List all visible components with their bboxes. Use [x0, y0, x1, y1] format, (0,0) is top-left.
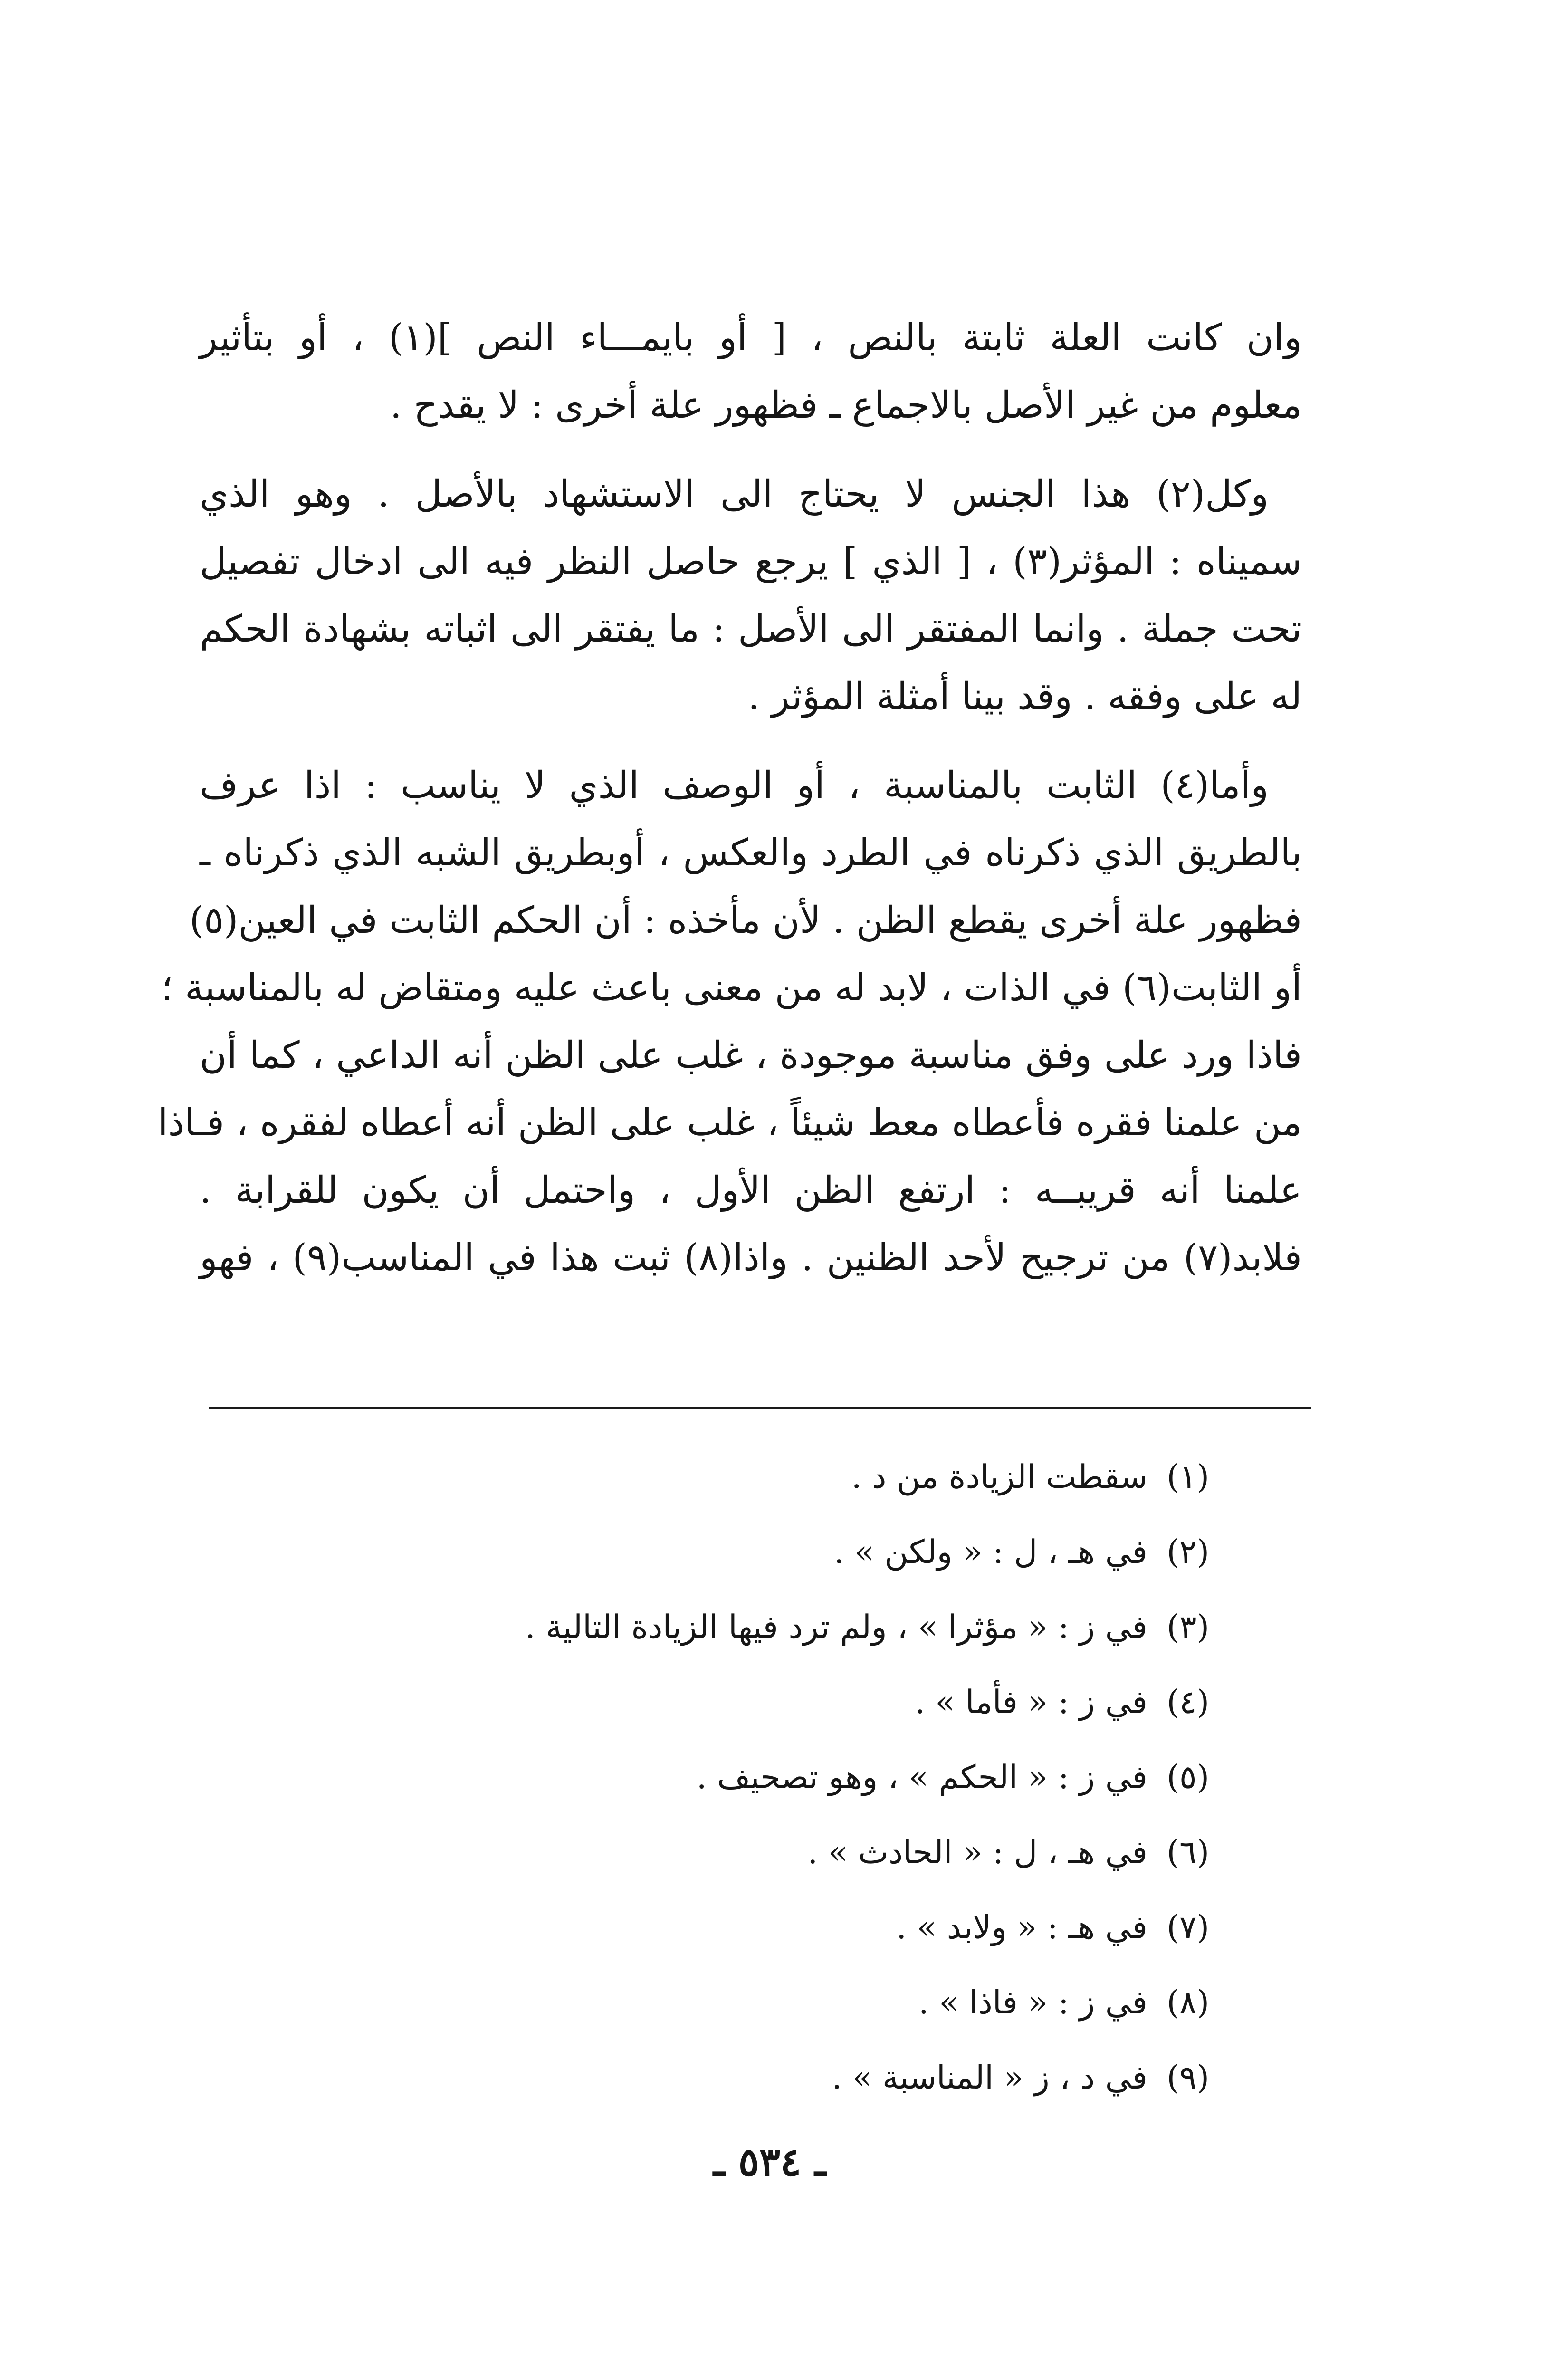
footnote-text: في هـ : « ولابد » .: [896, 1909, 1147, 1946]
footnote-text: في ز : « فأما » .: [915, 1684, 1147, 1721]
text-line: أو الثابت(٦) في الذات ، لابد له من معنى باعث عليه ومتقاض له بالمناسبة ؛: [161, 967, 1302, 1009]
footnote: [306, 1440, 1209, 1515]
paragraph: [200, 304, 1302, 439]
text-line: فاذا ورد على وفق مناسبة موجودة ، غلب على الظن أنه الداعي ، كما أن: [200, 1034, 1302, 1077]
footnote-number: (٣): [1166, 1609, 1209, 1646]
footnote: [306, 2041, 1209, 2116]
footnote-number: (٩): [1166, 2059, 1209, 2097]
footnotes: [306, 1440, 1209, 2116]
footnote-divider: [209, 1407, 1311, 1409]
footnote-text: في هـ ، ل : « الحادث » .: [807, 1834, 1147, 1871]
main-text: [157, 304, 1302, 1313]
text-line: له على وفقه . وقد بينا أمثلة المؤثر .: [748, 675, 1302, 718]
footnote-text: في د ، ز « المناسبة » .: [832, 2059, 1147, 2097]
footnote-number: (٥): [1166, 1759, 1209, 1796]
text-line: فلابد(٧) من ترجيح لأحد الظنين . واذا(٨) ثبت هذا في المناسب(٩) ، فهو: [200, 1236, 1302, 1279]
page-number: ـ ٥٣٤ ـ: [713, 2139, 826, 2185]
text-line: فظهور علة أخرى يقطع الظن . لأن مأخذه : أن الحكم الثابت في العين(٥): [189, 899, 1302, 942]
footnote: [306, 1665, 1209, 1740]
text-line: من علمنا فقره فأعطاه معط شيئاً ، غلب على الظن أنه أعطاه لفقره ، فـاذا: [157, 1102, 1302, 1144]
footnote-number: (٦): [1166, 1834, 1209, 1871]
text-line: معلوم من غير الأصل بالاجماع ـ فظهور علة أخرى : لا يقدح .: [390, 384, 1302, 427]
footnote-number: (٧): [1166, 1909, 1209, 1946]
text-line: وأما(٤) الثابت بالمناسبة ، أو الوصف الذي لا يناسب : اذا عرف: [200, 764, 1269, 807]
footnote-number: (٨): [1166, 1984, 1209, 2022]
footnote-number: (٤): [1166, 1684, 1209, 1721]
text-line: علمنا أنه قريبــه : ارتفع الظن الأول ، واحتمل أن يكون للقرابة .: [200, 1169, 1302, 1212]
text-line: وكل(٢) هذا الجنس لا يحتاج الى الاستشهاد بالأصل . وهو الذي: [200, 473, 1269, 516]
footnote-number: (٢): [1166, 1533, 1209, 1571]
footnote: [306, 1965, 1209, 2041]
text-line: سميناه : المؤثر(٣) ، [ الذي ] يرجع حاصل النظر فيه الى ادخال تفصيل: [200, 540, 1302, 583]
footnote-text: في ز : « مؤثرا » ، ولم ترد فيها الزيادة التالية .: [525, 1609, 1147, 1646]
footnote: [306, 1815, 1209, 1890]
footnote: [306, 1590, 1209, 1665]
paragraph: [200, 460, 1302, 730]
footnote-text: في ز : « الحكم » ، وهو تصحيف .: [696, 1759, 1147, 1796]
paragraph: [157, 752, 1302, 1292]
text-line: بالطريق الذي ذكرناه في الطرد والعكس ، أوبطريق الشبه الذي ذكرناه ـ: [200, 832, 1302, 874]
footnote: [306, 1740, 1209, 1815]
text-line: وان كانت العلة ثابتة بالنص ، [ أو بايمـــاء النص ](١) ، أو بتأثير: [200, 316, 1302, 359]
footnote: [306, 1515, 1209, 1590]
footnote: [306, 1890, 1209, 1965]
footnote-text: في ز : « فاذا » .: [918, 1984, 1147, 2022]
text-line: تحت جملة . وانما المفتقر الى الأصل : ما يفتقر الى اثباته بشهادة الحكم: [200, 608, 1302, 651]
footnote-number: (١): [1166, 1458, 1209, 1496]
footnote-text: سقطت الزيادة من د .: [851, 1458, 1147, 1496]
footnote-text: في هـ ، ل : « ولكن » .: [834, 1533, 1147, 1571]
